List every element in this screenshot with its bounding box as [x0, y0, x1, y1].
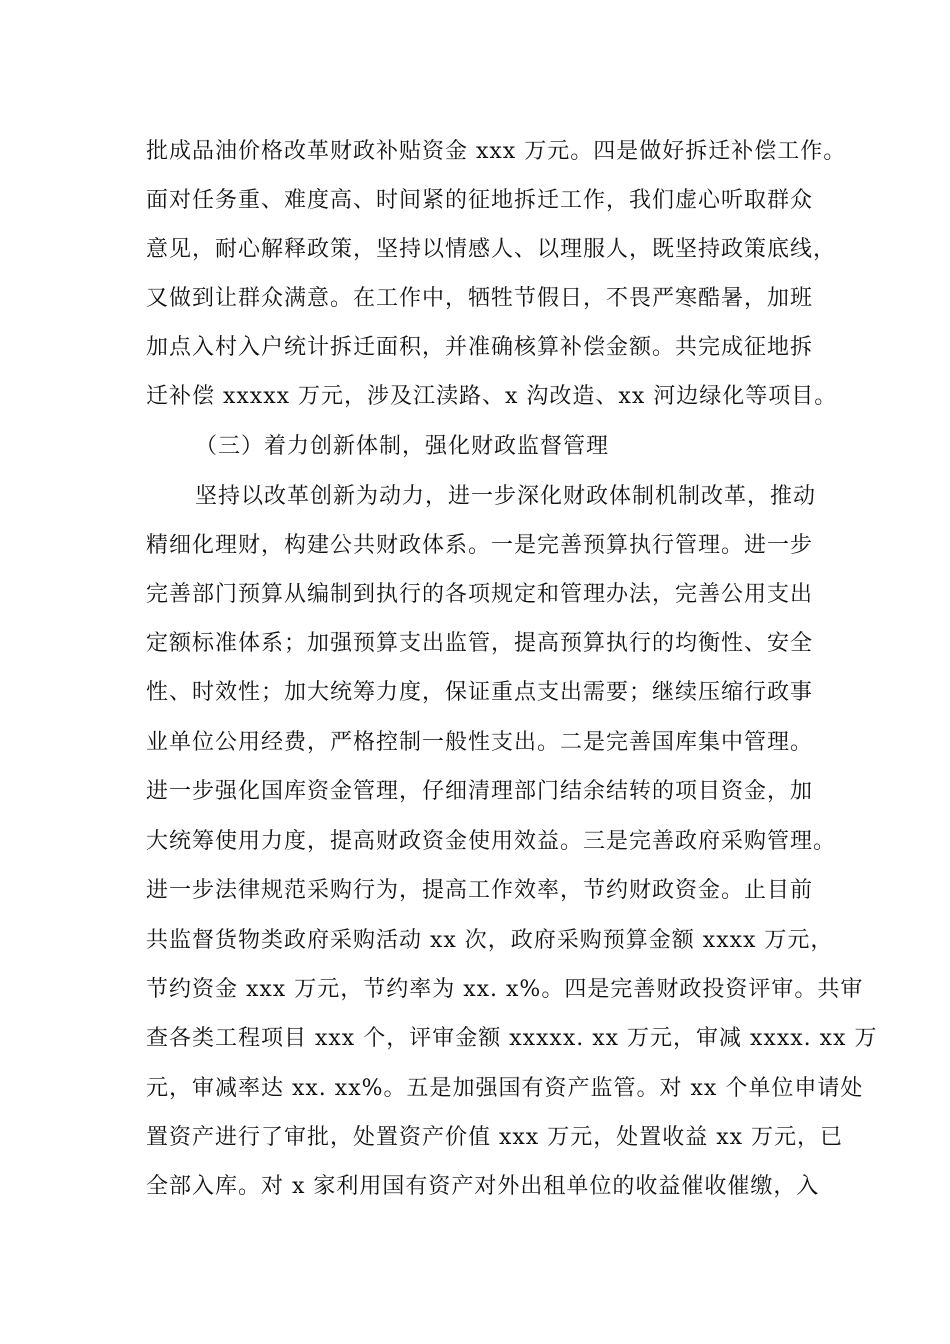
body-text-line: 业单位公用经费，严格控制一般性支出。二是完善国库集中管理。: [146, 730, 814, 755]
body-text-line: 批成品油价格改革财政补贴资金 xxx 万元。四是做好拆迁补偿工作。: [146, 139, 847, 164]
body-text-line: 共监督货物类政府采购活动 xx 次，政府采购预算金额 xxxx 万元，: [146, 928, 834, 953]
body-text-line: 面对任务重、难度高、时间紧的征地拆迁工作，我们虚心听取群众: [146, 188, 814, 213]
body-text-line: 置资产进行了审批，处置资产价值 xxx 万元，处置收益 xx 万元，已: [146, 1125, 844, 1150]
body-text-line: 大统筹使用力度，提高财政资金使用效益。三是完善政府采购管理。: [146, 829, 837, 854]
body-text-line: 完善部门预算从编制到执行的各项规定和管理办法，完善公用支出: [146, 582, 814, 607]
body-text-line: 意见，耐心解释政策，坚持以情感人、以理服人，既坚持政策底线，: [146, 237, 837, 262]
body-text-line: 查各类工程项目 xxx 个，评审金额 xxxxx. xx 万元，审减 xxxx. xx 万: [146, 1026, 878, 1051]
body-text-line: 全部入库。对 x 家利用国有资产对外出租单位的收益催收催缴，入: [146, 1174, 820, 1199]
body-text-line: 性、时效性；加大统筹力度，保证重点支出需要；继续压缩行政事: [146, 680, 814, 705]
body-text-line: 进一步强化国库资金管理，仔细清理部门结余结转的项目资金，加: [146, 779, 814, 804]
body-text-line: 精细化理财，构建公共财政体系。一是完善预算执行管理。进一步: [146, 533, 814, 558]
body-text-line: 定额标准体系；加强预算支出监管，提高预算执行的均衡性、安全: [146, 631, 814, 656]
body-text-line: 节约资金 xxx 万元，节约率为 xx. x%。四是完善财政投资评审。共审: [146, 977, 864, 1002]
body-text-line: 加点入村入户统计拆迁面积，并准确核算补偿金额。共完成征地拆: [146, 335, 814, 360]
section-heading: （三）着力创新体制，强化财政监督管理: [195, 434, 610, 459]
body-text-line: 进一步法律规范采购行为，提高工作效率，节约财政资金。止目前: [146, 878, 814, 903]
body-text-line: 又做到让群众满意。在工作中，牺牲节假日，不畏严寒酷暑，加班: [146, 286, 814, 311]
body-text-line: 元，审减率达 xx. xx%。五是加强国有资产监管。对 xx 个单位申请处: [146, 1076, 864, 1101]
body-text-line: 迁补偿 xxxxx 万元，涉及江渎路、x 沟改造、xx 河边绿化等项目。: [146, 384, 838, 409]
body-text-line: 坚持以改革创新为动力，进一步深化财政体制机制改革，推动: [195, 484, 817, 509]
